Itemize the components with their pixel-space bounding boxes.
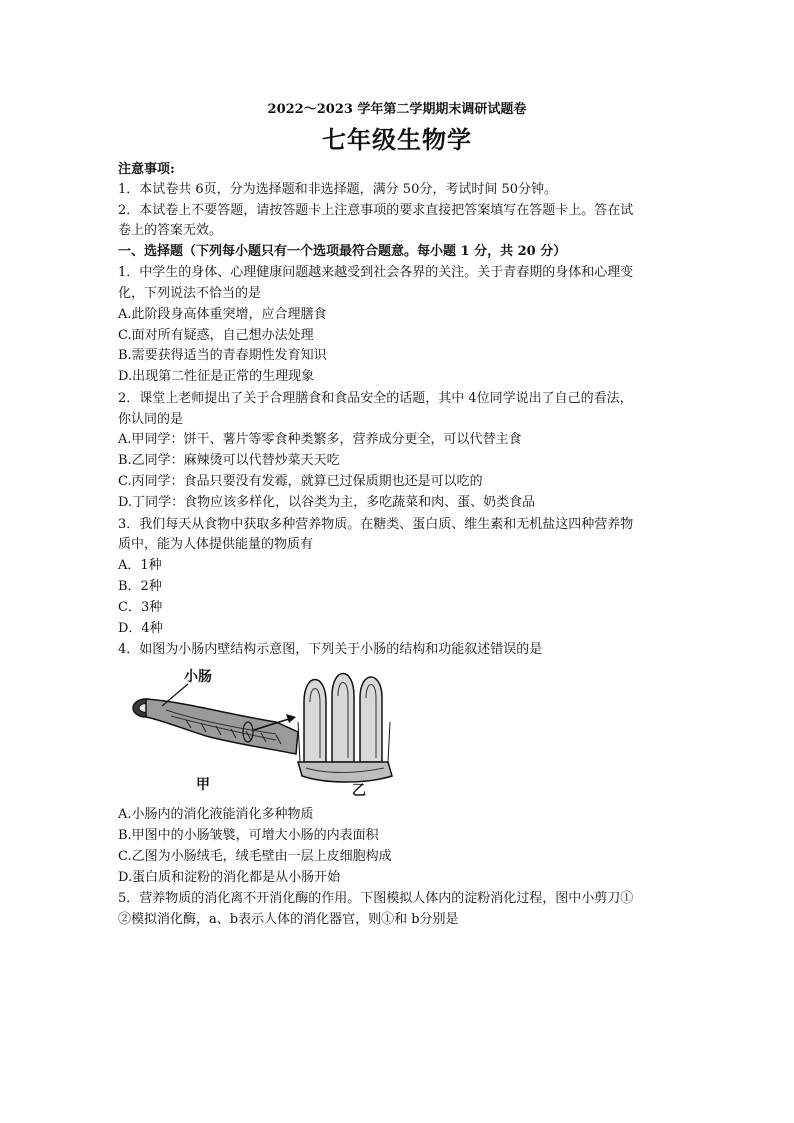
small-intestine-figure	[126, 662, 416, 798]
notice-item-2-line-1: 2．本试卷上不要答题，请按答题卡上注意事项的要求直接把答案填写在答题卡上。答在试	[118, 203, 634, 218]
q2-option-c: C.丙同学：食品只要没有发霉，就算已过保质期也还是可以吃的	[118, 474, 483, 489]
notice-heading: 注意事项:	[118, 162, 175, 177]
intestine-tube-drawing	[133, 684, 298, 754]
q2-stem-line-2: 你认同的是	[118, 412, 184, 427]
q4-option-a: A.小肠内的消化液能消化多种物质	[118, 807, 314, 822]
villi-drawing	[298, 674, 392, 783]
q1-option-a: A.此阶段身高体重突增，应合理膳食	[118, 307, 327, 322]
section-1-heading: 一、选择题（下列每小题只有一个选项最符合题意。每小题 1 分，共 20 分）	[118, 244, 567, 259]
q2-stem-line-1: 2．课堂上老师提出了关于合理膳食和食品安全的话题，其中 4位同学说出了自己的看法，	[118, 391, 633, 406]
q4-stem: 4．如图为小肠内壁结构示意图，下列关于小肠的结构和功能叙述错误的是	[118, 642, 543, 657]
q4-option-c: C.乙图为小肠绒毛，绒毛壁由一层上皮细胞构成	[118, 849, 392, 864]
q3-option-b: B．2种	[118, 579, 162, 594]
q1-option-c: C.面对所有疑惑，自己想办法处理	[118, 328, 314, 343]
q5-stem-line-2: ②模拟消化酶，a、b表示人体的消化器官，则①和 b分别是	[118, 912, 459, 927]
q3-stem-line-2: 质中，能为人体提供能量的物质有	[118, 537, 314, 552]
exam-year-heading: 2022～2023 学年第二学期期末调研试题卷	[267, 102, 527, 117]
q1-stem-line-1: 1．中学生的身体、心理健康问题越来越受到社会各界的关注。关于青春期的身体和心理变	[118, 265, 634, 280]
small-intestine-diagram	[126, 662, 416, 798]
notice-item-2-line-2: 卷上的答案无效。	[118, 223, 223, 238]
figure-label-intestine: 小肠	[184, 669, 212, 685]
q3-option-d: D．4种	[118, 621, 163, 636]
q5-stem-line-1: 5．营养物质的消化离不开消化酶的作用。下图模拟人体内的淀粉消化过程，图中小剪刀①	[118, 891, 634, 906]
exam-title: 七年级生物学	[322, 125, 472, 154]
figure-label-jia: 甲	[196, 777, 210, 793]
figure-label-yi: 乙	[352, 783, 366, 799]
notice-item-1: 1．本试卷共 6页，分为选择题和非选择题，满分 50分，考试时间 50分钟。	[118, 182, 558, 197]
q2-option-d: D.丁同学：食物应该多样化，以谷类为主，多吃蔬菜和肉、蛋、奶类食品	[118, 495, 536, 510]
q3-stem-line-1: 3．我们每天从食物中获取多种营养物质。在糖类、蛋白质、维生素和无机盐这四种营养物	[118, 517, 634, 532]
q2-option-b: B.乙同学：麻辣烫可以代替炒菜天天吃	[118, 453, 340, 468]
q1-option-b: B.需要获得适当的青春期性发育知识	[118, 348, 327, 363]
q3-option-c: C．3种	[118, 600, 163, 615]
q1-option-d: D.出现第二性征是正常的生理现象	[118, 369, 315, 384]
q4-option-b: B.甲图中的小肠皱襞，可增大小肠的内表面积	[118, 828, 379, 843]
q2-option-a: A.甲同学：饼干、薯片等零食种类繁多，营养成分更全，可以代替主食	[118, 432, 522, 447]
q3-option-a: A．1种	[118, 558, 162, 573]
q1-stem-line-2: 化，下列说法不恰当的是	[118, 286, 262, 301]
q4-option-d: D.蛋白质和淀粉的消化都是从小肠开始	[118, 870, 341, 885]
